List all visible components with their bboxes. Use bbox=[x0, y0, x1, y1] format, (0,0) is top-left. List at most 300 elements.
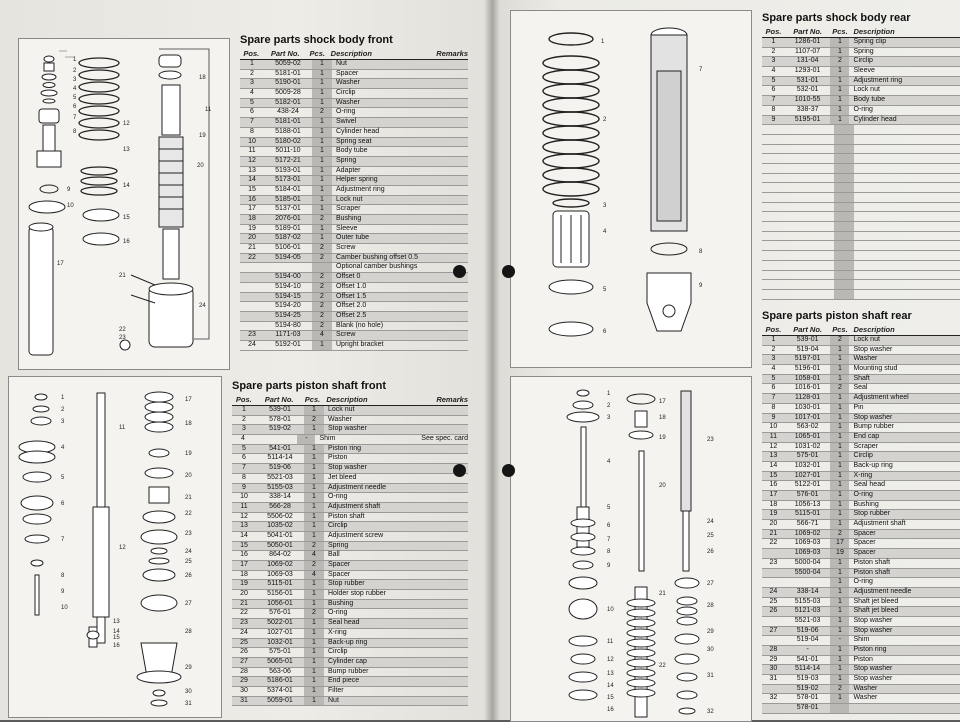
callout-label: 10 bbox=[61, 605, 68, 611]
cell-pcs: 1 bbox=[304, 658, 324, 667]
cell-part-no: 576-01 bbox=[269, 609, 291, 617]
table-row bbox=[762, 375, 960, 385]
cell-pcs: 1 bbox=[312, 176, 332, 185]
cell-remarks bbox=[438, 697, 468, 706]
cell-description: Pin bbox=[853, 403, 864, 411]
cell-pos: 23 bbox=[248, 331, 256, 339]
table-row bbox=[762, 491, 960, 501]
cell-pcs: 1 bbox=[312, 196, 332, 205]
callout-label: 12 bbox=[607, 657, 614, 663]
table-row bbox=[232, 658, 468, 668]
cell-pos: 3 bbox=[771, 355, 776, 363]
callout-label: 3 bbox=[603, 203, 607, 209]
cell-pos: 16 bbox=[248, 195, 256, 203]
cell-pos: 1 bbox=[771, 38, 776, 45]
table-body bbox=[762, 336, 960, 714]
callout-label: 15 bbox=[123, 215, 130, 221]
cell-pos: 8 bbox=[771, 105, 776, 113]
table-row bbox=[762, 510, 960, 520]
table-row bbox=[762, 617, 960, 627]
cell-remarks bbox=[446, 254, 468, 263]
cell-part-no: 1056-01 bbox=[267, 599, 293, 607]
cell-pcs: 2 bbox=[312, 322, 332, 331]
cell-description: Circlip bbox=[853, 57, 873, 65]
cell-remarks bbox=[446, 312, 468, 321]
table-row bbox=[762, 443, 960, 453]
cell-part-no: 1069-03 bbox=[794, 539, 821, 547]
cell-description: Washer bbox=[336, 79, 360, 87]
cell-pcs: 2 bbox=[830, 336, 849, 345]
cell-part-no: 578-01 bbox=[269, 415, 291, 423]
table-row bbox=[232, 493, 468, 503]
cell-description: Circlip bbox=[336, 89, 356, 97]
cell-pcs: 1 bbox=[830, 38, 849, 47]
cell-description: Piston bbox=[328, 454, 348, 462]
cell-pcs: 1 bbox=[312, 70, 332, 79]
col-description: Description bbox=[853, 325, 895, 334]
cell-pcs: 1 bbox=[304, 668, 324, 677]
table-title: Spare parts piston shaft front bbox=[232, 380, 387, 392]
cell-part-no: 5194-00 bbox=[275, 273, 301, 281]
cell-pcs: 1 bbox=[830, 423, 849, 432]
cell-description: Scraper bbox=[336, 205, 361, 213]
table-row bbox=[762, 414, 960, 424]
cell-pos: 2 bbox=[771, 47, 776, 55]
cell-pos: 28 bbox=[240, 667, 248, 675]
cell-part-no: 5194-10 bbox=[275, 282, 301, 290]
callout-label: 1 bbox=[601, 39, 605, 45]
callout-label: 22 bbox=[119, 327, 126, 333]
callout-label: 3 bbox=[73, 77, 77, 83]
empty-row bbox=[762, 241, 960, 251]
callout-label: 6 bbox=[603, 329, 607, 335]
table-row bbox=[232, 619, 468, 629]
cell-part-no: 5065-01 bbox=[267, 657, 293, 665]
empty-row bbox=[762, 222, 960, 232]
callout-label: 19 bbox=[199, 133, 206, 139]
cell-remarks bbox=[438, 493, 468, 502]
cell-pcs: 1 bbox=[830, 96, 849, 105]
cell-pcs: 1 bbox=[830, 365, 849, 374]
table-row bbox=[232, 668, 468, 678]
cell-description: Nut bbox=[328, 696, 339, 704]
cell-description: Offset 0 bbox=[336, 273, 361, 281]
cell-pos: 6 bbox=[242, 454, 246, 462]
cell-part-no: 5195-01 bbox=[794, 115, 821, 123]
callout-label: 4 bbox=[61, 445, 65, 451]
callout-label: 16 bbox=[607, 707, 614, 713]
cell-remarks bbox=[446, 70, 468, 79]
cell-pos: 1 bbox=[242, 406, 246, 413]
empty-row bbox=[762, 174, 960, 184]
cell-pos bbox=[762, 704, 785, 713]
callout-label: 27 bbox=[707, 581, 714, 587]
cell-pcs: 1 bbox=[830, 48, 849, 57]
table-row bbox=[240, 60, 468, 70]
cell-pcs: 2 bbox=[830, 685, 849, 694]
callout-label: 29 bbox=[185, 665, 192, 671]
col-description: Description bbox=[853, 27, 895, 36]
table-row bbox=[232, 532, 468, 542]
table-row bbox=[232, 542, 468, 552]
cell-pcs: 1 bbox=[830, 598, 849, 607]
table-title: Spare parts piston shaft rear bbox=[762, 310, 912, 322]
callout-label: 18 bbox=[659, 415, 666, 421]
cell-part-no: 1069-03 bbox=[267, 570, 293, 578]
callout-label: 31 bbox=[707, 673, 714, 679]
table-row bbox=[762, 627, 960, 637]
cell-pos bbox=[762, 685, 785, 694]
cell-description: Spacer bbox=[853, 529, 876, 537]
cell-pcs: 2 bbox=[304, 561, 324, 570]
cell-pos: 18 bbox=[240, 570, 248, 578]
cell-description: Shim bbox=[853, 636, 870, 644]
cell-description: Spring bbox=[328, 541, 349, 549]
cell-pos bbox=[240, 283, 264, 292]
cell-remarks bbox=[446, 196, 468, 205]
cell-pos: 20 bbox=[240, 590, 248, 598]
cell-pcs: 4 bbox=[304, 551, 324, 560]
callout-label: 9 bbox=[607, 563, 611, 569]
cell-description: Spacer bbox=[853, 549, 876, 557]
cell-description: Helper spring bbox=[336, 176, 378, 184]
table-row bbox=[232, 406, 468, 416]
cell-part-no: 5194-20 bbox=[275, 302, 301, 310]
table-row bbox=[762, 346, 960, 356]
cell-pcs: 1 bbox=[304, 522, 324, 531]
cell-part-no: 5106-01 bbox=[275, 244, 301, 252]
callout-label: 23 bbox=[185, 531, 192, 537]
cell-pcs: 1 bbox=[312, 89, 332, 98]
cell-pos: 3 bbox=[771, 57, 776, 65]
cell-pcs: 1 bbox=[830, 404, 849, 413]
cell-description: Spacer bbox=[336, 69, 359, 77]
cell-pcs: 4 bbox=[312, 331, 332, 340]
cell-pos: 8 bbox=[242, 473, 246, 481]
cell-pcs: 17 bbox=[830, 539, 849, 548]
callout-label: 24 bbox=[199, 303, 206, 309]
cell-pcs: 1 bbox=[830, 394, 849, 403]
cell-pcs bbox=[312, 263, 332, 272]
table-row bbox=[240, 225, 468, 235]
cell-pcs: 2 bbox=[312, 215, 332, 224]
cell-part-no: 5182-01 bbox=[275, 98, 301, 106]
table-row bbox=[762, 646, 960, 656]
col-pos: Pos. bbox=[243, 49, 260, 58]
callout-label: 11 bbox=[119, 425, 126, 431]
cell-pos: 14 bbox=[240, 531, 248, 539]
cell-remarks bbox=[446, 89, 468, 98]
cell-part-no: 5041-01 bbox=[267, 531, 293, 539]
cell-pos bbox=[240, 293, 264, 302]
cell-part-no: 5506-02 bbox=[267, 512, 293, 520]
col-part-no: Part No. bbox=[793, 325, 822, 334]
cell-part-no: 1035-02 bbox=[267, 522, 293, 530]
cell-pcs: 1 bbox=[830, 656, 849, 665]
cell-pcs: 1 bbox=[312, 186, 332, 195]
cell-pcs: 1 bbox=[830, 578, 849, 587]
table-row bbox=[240, 186, 468, 196]
cell-pcs: 1 bbox=[312, 79, 332, 88]
cell-pos: 1 bbox=[771, 336, 776, 343]
callout-label: 8 bbox=[699, 249, 703, 255]
cell-pos: 18 bbox=[248, 215, 256, 222]
empty-row bbox=[762, 203, 960, 213]
cell-description: Lock nut bbox=[853, 86, 880, 94]
callout-label: 13 bbox=[607, 671, 614, 677]
cell-pcs: 1 bbox=[830, 675, 849, 684]
cell-part-no: 541-01 bbox=[796, 655, 819, 663]
table-row bbox=[232, 474, 468, 484]
cell-part-no: 5122-01 bbox=[794, 481, 821, 489]
cell-description: O-ring bbox=[853, 578, 873, 586]
cell-pcs: 1 bbox=[830, 588, 849, 597]
cell-pcs: 1 bbox=[830, 86, 849, 95]
cell-pcs: 1 bbox=[830, 433, 849, 442]
table-row bbox=[240, 70, 468, 80]
cell-description: Adjustment ring bbox=[336, 185, 385, 193]
cell-pos: 13 bbox=[248, 166, 256, 174]
cell-pos: 10 bbox=[248, 137, 256, 145]
cell-part-no: 338-37 bbox=[796, 105, 819, 113]
cell-pcs: 2 bbox=[312, 244, 332, 253]
cell-part-no: 5115-01 bbox=[267, 580, 293, 588]
callout-label: 9 bbox=[67, 187, 71, 193]
cell-pos: 11 bbox=[769, 432, 778, 440]
cell-part-no: 5185-01 bbox=[275, 195, 301, 203]
table-body bbox=[762, 38, 960, 300]
cell-part-no bbox=[264, 263, 312, 272]
exploded-view-piston-shaft-rear bbox=[511, 377, 751, 721]
cell-part-no: 5114-14 bbox=[795, 665, 821, 673]
table-row bbox=[762, 685, 960, 695]
cell-remarks bbox=[446, 186, 468, 195]
cell-part-no: 519-03 bbox=[796, 675, 819, 683]
cell-description: Stop rubber bbox=[328, 580, 365, 588]
binder-hole bbox=[453, 265, 466, 278]
cell-pcs: 1 bbox=[830, 491, 849, 500]
cell-description: Upright bracket bbox=[336, 340, 384, 348]
cell-pcs: 1 bbox=[304, 600, 324, 609]
table-row bbox=[762, 77, 960, 87]
cell-pos bbox=[240, 273, 264, 282]
table-row bbox=[762, 423, 960, 433]
table-row bbox=[762, 116, 960, 126]
cell-part-no: 5197-01 bbox=[794, 355, 821, 363]
table-row bbox=[232, 445, 468, 455]
cell-part-no: 1293-01 bbox=[794, 67, 821, 75]
table-row bbox=[762, 38, 960, 48]
callout-label: 16 bbox=[123, 239, 130, 245]
table-row bbox=[240, 108, 468, 118]
cell-pcs: 1 bbox=[830, 607, 849, 616]
cell-description: Offset 1.5 bbox=[336, 292, 367, 300]
book-gutter bbox=[484, 0, 500, 720]
callout-label: 6 bbox=[61, 501, 65, 507]
cell-description: O-ring bbox=[853, 491, 873, 498]
cell-pos: 7 bbox=[250, 118, 254, 126]
cell-pos: 28 bbox=[769, 646, 778, 653]
cell-description: X-ring bbox=[853, 471, 873, 479]
cell-pcs: 2 bbox=[304, 609, 324, 618]
table-row bbox=[240, 215, 468, 225]
callout-label: 9 bbox=[699, 283, 703, 289]
table-row bbox=[240, 341, 468, 351]
table-row bbox=[240, 79, 468, 89]
cell-remarks bbox=[438, 522, 468, 531]
cell-description: Stop washer bbox=[853, 675, 893, 683]
cell-part-no: 5011-10 bbox=[275, 147, 301, 155]
cell-pos: 25 bbox=[769, 597, 778, 605]
cell-description: Lock nut bbox=[853, 336, 880, 343]
cell-part-no: 1107-07 bbox=[795, 47, 821, 55]
cell-description: Holder stop rubber bbox=[328, 590, 386, 598]
table-title: Spare parts shock body front bbox=[240, 34, 393, 46]
cell-pos: 7 bbox=[771, 96, 776, 104]
table-piston-shaft-rear bbox=[762, 310, 960, 714]
cell-pcs: 1 bbox=[304, 629, 324, 638]
cell-part-no: 5181-01 bbox=[275, 69, 301, 77]
callout-label: 7 bbox=[61, 537, 65, 543]
cell-pcs: 2 bbox=[312, 108, 332, 117]
cell-part-no: 5155-03 bbox=[267, 483, 293, 491]
cell-part-no: 5137-01 bbox=[275, 205, 301, 213]
cell-part-no: 563-06 bbox=[269, 667, 291, 675]
cell-pos: 32 bbox=[769, 694, 778, 702]
cell-remarks bbox=[446, 244, 468, 253]
cell-pos: 22 bbox=[769, 539, 778, 547]
callout-label: 3 bbox=[607, 415, 611, 421]
cell-part-no: 519-06 bbox=[796, 626, 819, 634]
callout-label: 27 bbox=[185, 601, 192, 607]
cell-part-no: 566-28 bbox=[269, 502, 291, 510]
cell-pos: 14 bbox=[248, 176, 256, 184]
table-row bbox=[240, 147, 468, 157]
cell-pos: 5 bbox=[242, 444, 246, 452]
cell-pos: 16 bbox=[769, 481, 778, 489]
callout-label: 7 bbox=[607, 537, 611, 543]
col-pos: Pos. bbox=[235, 395, 252, 404]
cell-pos: 13 bbox=[240, 522, 248, 530]
cell-part-no: 5156-01 bbox=[267, 590, 293, 598]
cell-part-no: 5181-01 bbox=[275, 118, 301, 126]
col-remarks: Remarks bbox=[436, 395, 469, 404]
cell-pcs: 1 bbox=[312, 341, 332, 350]
cell-pcs: 1 bbox=[830, 346, 849, 355]
cell-pcs: 1 bbox=[830, 452, 849, 461]
table-row bbox=[762, 675, 960, 685]
cell-part-no: 1128-01 bbox=[795, 394, 821, 402]
cell-description: Offset 2.5 bbox=[336, 311, 367, 319]
cell-part-no: 1065-01 bbox=[794, 432, 821, 440]
cell-part-no: 2076-01 bbox=[275, 215, 301, 222]
cell-remarks bbox=[438, 513, 468, 522]
cell-pos: 4 bbox=[771, 67, 776, 75]
cell-pos: 13 bbox=[769, 452, 778, 460]
cell-part-no: 131-04 bbox=[796, 57, 819, 65]
cell-remarks bbox=[446, 99, 468, 108]
cell-part-no: 1069-02 bbox=[267, 561, 293, 568]
cell-pcs: 1 bbox=[304, 580, 324, 589]
cell-pcs: 1 bbox=[304, 445, 324, 454]
cell-description: Stop rubber bbox=[853, 510, 891, 518]
cell-pos: 17 bbox=[769, 491, 778, 498]
cell-pos: 24 bbox=[248, 340, 256, 348]
cell-part-no: 1010-55 bbox=[794, 96, 821, 104]
table-row bbox=[762, 539, 960, 549]
callout-label: 24 bbox=[707, 519, 714, 525]
cell-pcs: 1 bbox=[304, 464, 324, 473]
cell-description: Spacer bbox=[853, 539, 876, 547]
table-row bbox=[232, 425, 468, 435]
cell-pcs: 1 bbox=[830, 116, 849, 125]
callout-label: 2 bbox=[607, 403, 611, 409]
cell-part-no: 5194-80 bbox=[275, 321, 301, 329]
cell-pos: 8 bbox=[771, 403, 776, 411]
cell-pcs: 1 bbox=[312, 118, 332, 127]
cell-description: Stop washer bbox=[853, 413, 893, 421]
cell-pcs: 2 bbox=[830, 57, 849, 66]
cell-description: Scraper bbox=[853, 442, 878, 450]
table-shock-body-rear bbox=[762, 12, 960, 300]
cell-part-no: 1031-02 bbox=[794, 442, 821, 450]
callout-label: 6 bbox=[73, 104, 77, 110]
cell-description: Adjustment shaft bbox=[328, 502, 381, 510]
cell-remarks bbox=[438, 445, 468, 454]
cell-part-no: 575-01 bbox=[796, 452, 819, 460]
cell-part-no: 5184-01 bbox=[275, 185, 301, 193]
cell-description: Swivel bbox=[336, 118, 357, 126]
cell-description: Spacer bbox=[328, 561, 351, 568]
callout-label: 6 bbox=[607, 523, 611, 529]
col-pcs: Pcs. bbox=[309, 49, 325, 58]
cell-description: Cylinder head bbox=[853, 115, 897, 123]
table-row bbox=[762, 559, 960, 569]
diagram-piston-shaft-front bbox=[8, 376, 222, 718]
callout-label: 4 bbox=[73, 86, 77, 92]
table-header bbox=[762, 27, 960, 38]
callout-label: 14 bbox=[607, 683, 614, 689]
cell-description: Lock nut bbox=[328, 406, 355, 413]
cell-remarks: See spec. card bbox=[421, 435, 468, 443]
callout-label: 9 bbox=[61, 589, 65, 595]
cell-remarks bbox=[446, 225, 468, 234]
cell-part-no: 531-01 bbox=[796, 76, 819, 84]
callout-label: 25 bbox=[707, 533, 714, 539]
cell-part-no: 519-02 bbox=[269, 425, 291, 433]
table-row bbox=[232, 648, 468, 658]
cell-description: Adjustment needle bbox=[328, 483, 386, 491]
callout-label: 5 bbox=[73, 95, 77, 101]
cell-remarks bbox=[438, 561, 468, 570]
table-row bbox=[762, 57, 960, 67]
cell-description: Circlip bbox=[328, 522, 348, 530]
callout-label: 16 bbox=[113, 643, 120, 649]
cell-pos: 12 bbox=[240, 512, 248, 520]
callout-label: 13 bbox=[123, 147, 130, 153]
cell-pos: 9 bbox=[771, 115, 776, 123]
cell-pos: 4 bbox=[771, 365, 776, 373]
cell-description: Washer bbox=[853, 355, 878, 363]
callout-label: 2 bbox=[603, 117, 607, 123]
cell-pos: 18 bbox=[769, 500, 778, 508]
cell-pos: 22 bbox=[240, 609, 248, 617]
table-row bbox=[762, 569, 960, 579]
table-row bbox=[762, 394, 960, 404]
callout-label: 28 bbox=[707, 603, 714, 609]
table-row bbox=[240, 128, 468, 138]
table-row bbox=[762, 656, 960, 666]
